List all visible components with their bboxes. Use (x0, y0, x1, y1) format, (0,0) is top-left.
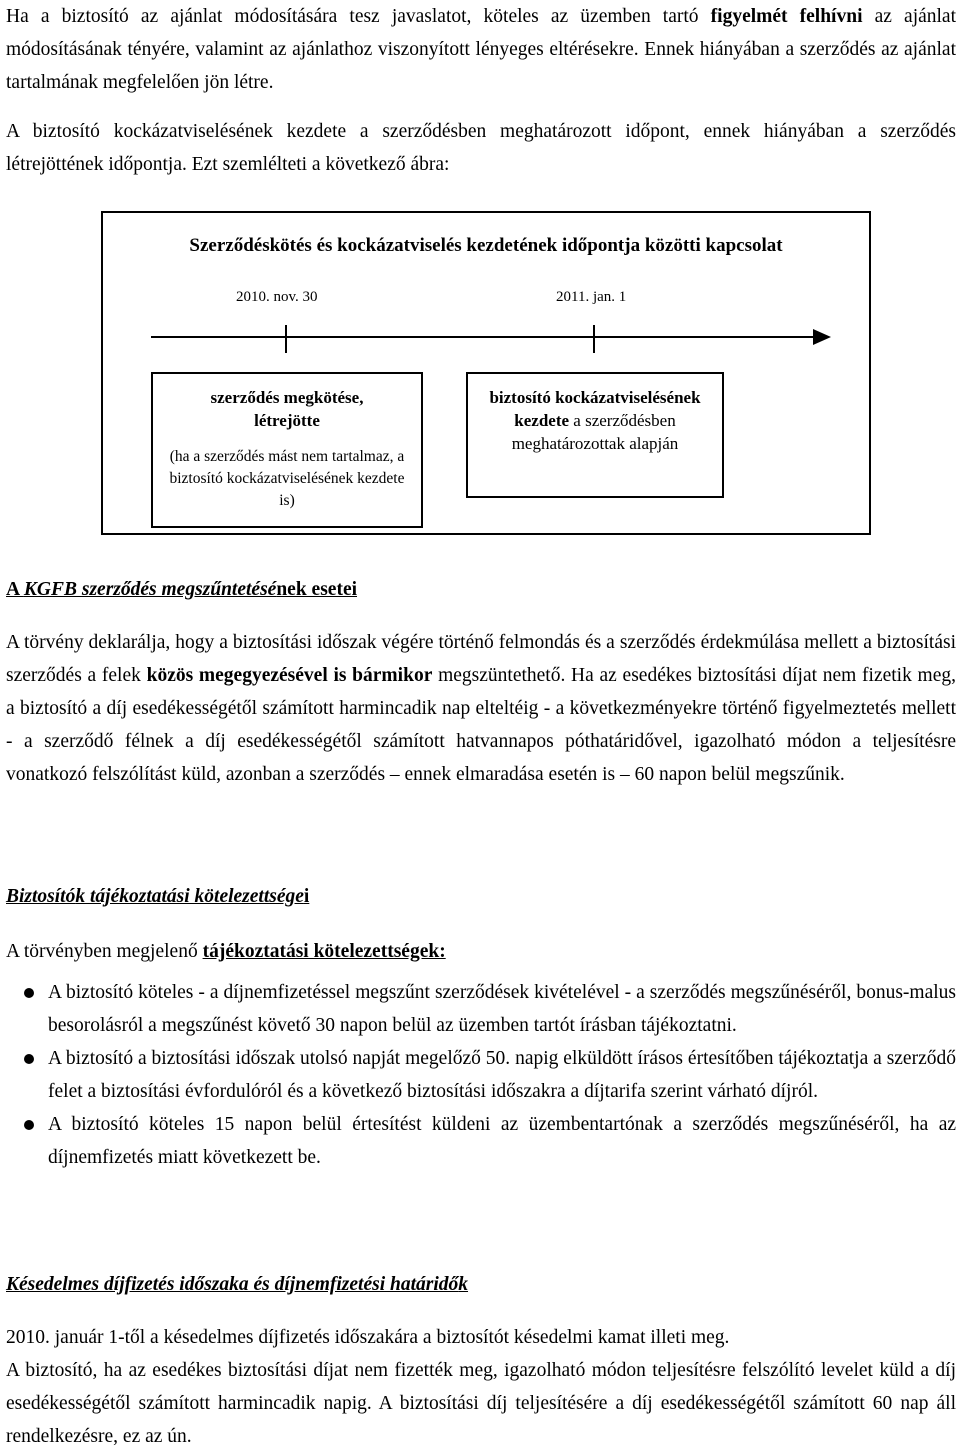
section-heading-late-payment (6, 1268, 468, 1301)
heading-part: A (6, 579, 24, 600)
date-label-contract: 2010. nov. 30 (236, 289, 318, 305)
section-heading-information (6, 880, 309, 913)
date-label-coverage: 2011. jan. 1 (556, 289, 627, 305)
contract-box (151, 372, 423, 528)
list-item (6, 976, 956, 1042)
heading-part: i (303, 886, 310, 907)
bullet-icon (24, 1054, 34, 1064)
heading-part-italic: ésedelmes díjfizetés időszaka és díjnemfizetési határidő (19, 1274, 459, 1295)
intro-emphasis: figyelmét felhívni (710, 6, 863, 27)
heading-part: nek esetei (276, 579, 358, 600)
contract-box-title: szerződés megkötése, létrejötte (210, 388, 364, 430)
heading-part-italic: KGFB szerződés megszűntetésé (23, 579, 277, 600)
list-item (6, 1108, 956, 1174)
heading-part-italic: K (6, 1274, 20, 1295)
section2-lead-text: A törvényben megjelenő (6, 941, 203, 962)
section3-paragraph-1: 2010. január 1-től a késedelmes díjfizetés időszakára a biztosítót késedelmi kamat illeti meg. (6, 1327, 730, 1348)
list-item-text: A biztosító a biztosítási időszak utolsó napját megelőző 50. napig elküldött írásos értesítőben tájékoztatja a szerződő felet a biztosítási évfordulóról és a következő biztosítási időszakra a díjtarifa szerint várható díjról. (48, 1048, 956, 1102)
section2-lead (6, 935, 956, 968)
list-item-text: A biztosító köteles 15 napon belül értesítést küldeni az üzembentartónak a szerződés megszűnéséről, ha az díjnemfizetés miatt következett be. (48, 1114, 956, 1168)
timeline-figure (101, 211, 871, 535)
coverage-box-text: a szerződésben meghatározottak alapján (511, 411, 679, 453)
list-item-text: A biztosító köteles - a díjnemfizetéssel megszűnt szerződések kivételével - a szerződés megszűnéséről, bonus-malus besorolásról a megszűnést követő 30 napon belül az üzemben tartót írásban tájékoztatni. (48, 982, 956, 1036)
bullet-icon (24, 988, 34, 998)
intro-paragraph-2: A biztosító kockázatviselésének kezdete a szerződésben meghatározott időpont, ennek hiányában a szerződés létrejöttének időpontja. Ezt szemlélteti a következő ábra: (6, 121, 956, 175)
section1-text-cont: megszüntethető. Ha az esedékes biztosítási díjat nem fizetik meg, a biztosító a díj esedékességétől számított harmincadik nap elteltéig - a következményekre történő figyelmeztetés mellett - a szerződő félnek a díj esedékességétől számított hatvannapos póthatáridővel, igazolható módon a teljesítésre vonatkozó felszólítást küld, azonban a szerződés – ennek elmaradása esetén is – 60 napon belül megszűnik. (6, 665, 957, 785)
intro-text-cont: az ajánlat módosításának tényére, valamint az ajánlathoz viszonyított lényeges eltérésekre. Ennek hiányában a szerződés az ajánlat tartalmának megfelelően jön létre. (6, 6, 957, 93)
section1-paragraph (6, 626, 956, 791)
heading-part-italic: Biztosító (6, 886, 76, 907)
section1-text: A törvény deklarálja, hogy a biztosítási időszak végére történő felmondás és a szerződés érdekmúlása mellett a biztosítási szerződés a felek (6, 632, 956, 686)
coverage-box-bold: biztosító kockázatviselésének kezdete (489, 388, 701, 430)
intro-paragraph-1 (6, 0, 956, 99)
figure-title: Szerződéskötés és kockázatviselés kezdetének időpontja közötti kapcsolat (189, 235, 783, 256)
coverage-box (466, 372, 724, 498)
intro-text: Ha a biztosító az ajánlat módosítására tesz javaslatot, köteles az üzemben tartó (6, 6, 711, 27)
section3-paragraph-2: A biztosító, ha az esedékes biztosítási díjat nem fizették meg, igazolható módon teljesítésre felszólító levelet küld a díj esedékességétől számított harmincadik napig. A biztosítási díj teljesítésére a díj esedékességétől számított 60 nap áll rendelkezésre, ez az ún. (6, 1360, 956, 1447)
section2-lead-emphasis: tájékoztatási kötelezettségek: (202, 941, 446, 962)
section-heading-termination (6, 573, 357, 606)
heading-part-italic: k (458, 1274, 469, 1295)
heading-part-italic: k tájékoztatási kötelezettsége (75, 886, 304, 907)
list-item (6, 1042, 956, 1108)
contract-box-note: (ha a szerződés mást nem tartalmaz, a biztosító kockázatviselésének kezdete is) (169, 448, 405, 509)
section1-emphasis: közös megegyezésével is bármikor (146, 665, 433, 686)
bullet-icon (24, 1120, 34, 1130)
timeline-arrowhead (813, 329, 831, 345)
obligations-list (6, 976, 956, 1174)
